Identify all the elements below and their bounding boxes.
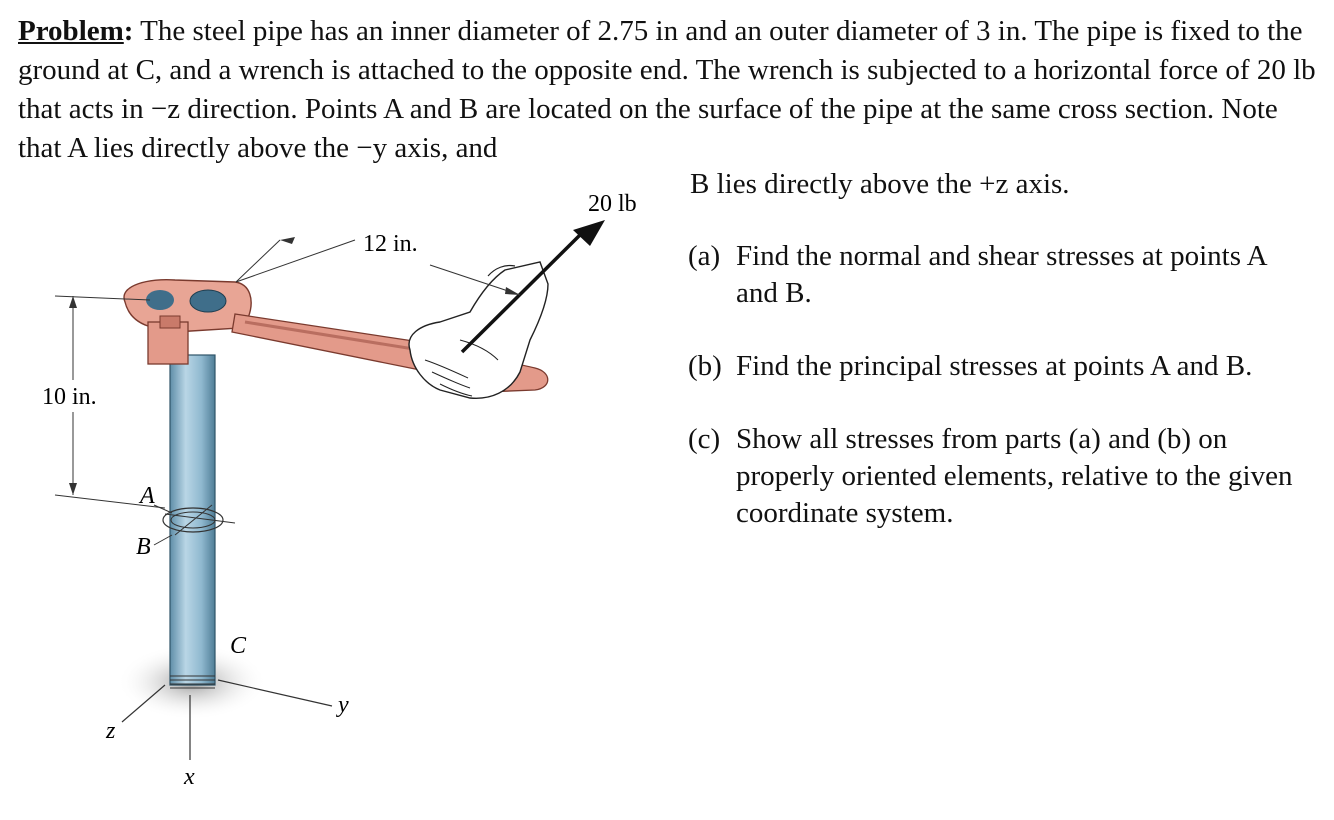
question-text: Find the principal stresses at points A and B. [736,350,1253,382]
question-c [688,421,1308,532]
point-b-leader [154,535,172,545]
pipe-wrench-figure [0,180,680,810]
force-arrow-head [573,220,605,246]
point-a-label: A [140,483,155,509]
problem-lead: Problem [18,15,124,47]
dim-10-arrow-top [69,296,77,308]
length-label: 12 in. [363,231,418,257]
axis-y-label: y [338,692,349,718]
problem-colon: : [123,15,134,47]
height-label: 10 in. [42,384,97,410]
wrench-jaw-hole [146,290,174,310]
problem-statement [18,12,1318,168]
dim-12-ext-left [236,240,280,282]
question-text: Find the normal and shear stresses at points A and B. [736,240,1266,309]
question-label: (a) [688,240,721,272]
dim-12-arrow-left [280,237,295,244]
problem-text: The steel pipe has an inner diameter of 2.75 in and an outer diameter of 3 in. The pipe is fixed to the ground at C, and a wrench is attached to the opposite end. The wrench is subjected to a horizontal force of 20 lb that acts in −z direction. Points A and B are located on the surface of the pipe at the same cross section. Note that A lies directly above the −y axis, and [18,15,1316,164]
point-b-label: B [136,534,151,560]
question-label: (b) [688,350,722,382]
pipe-top-opening [190,290,226,312]
question-a [688,238,1308,312]
force-label: 20 lb [588,191,637,217]
question-list [688,238,1308,568]
wrench-nut [160,316,180,328]
point-a-leader [154,505,172,513]
point-c-label: C [230,633,247,659]
problem-text-last: B lies directly above the +z axis. [690,168,1070,200]
axis-x-label: x [184,764,195,790]
dim-10-arrow-bottom [69,483,77,495]
question-b [688,348,1308,385]
axis-z-label: z [106,718,116,744]
question-label: (c) [688,423,721,455]
question-text: Show all stresses from parts (a) and (b) on properly oriented elements, relative to the given coordinate system. [736,423,1293,529]
dim-12-line-left [236,240,355,282]
